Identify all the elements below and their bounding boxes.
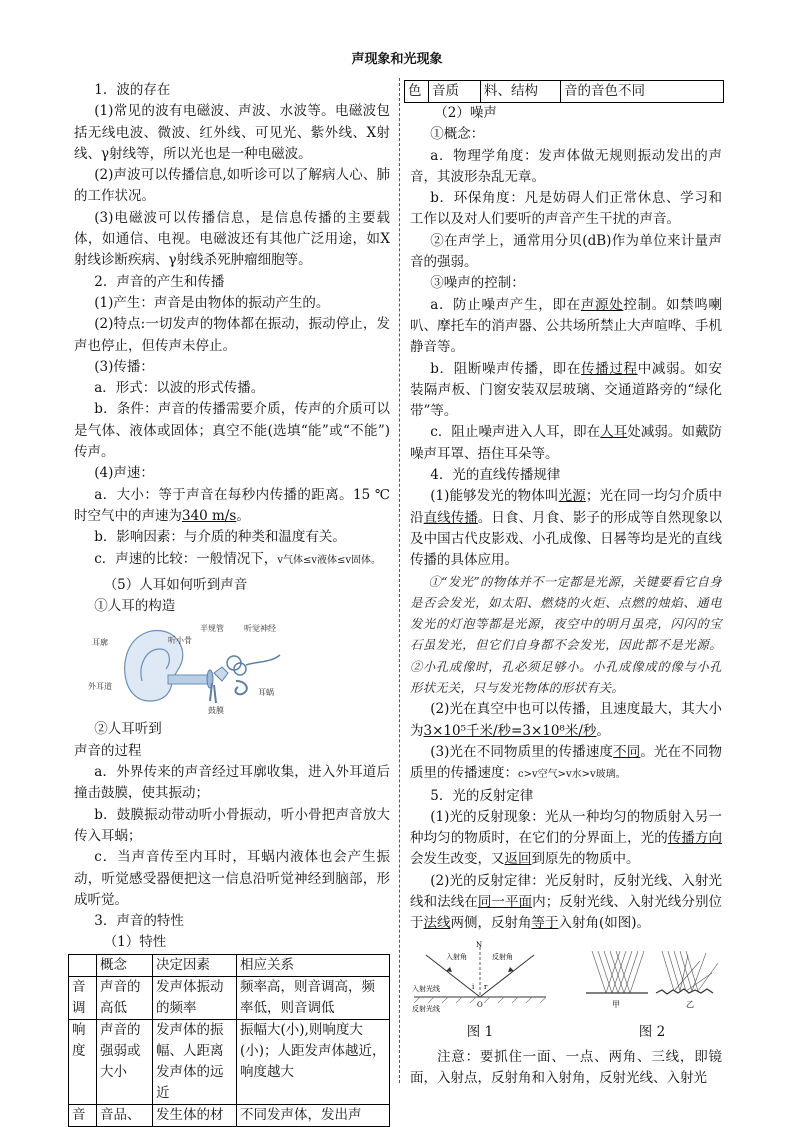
ear-label-nerve: 听觉神经 bbox=[244, 624, 276, 634]
paragraph: c．当声音传至内耳时，耳蜗内液体也会产生振动，听觉感受器便把这一信息沿听觉神经到脑部，形成听觉。 bbox=[74, 849, 390, 908]
ear-label-cochlea: 耳蜗 bbox=[258, 688, 274, 698]
note-paragraph: ①“发光”的物体并不一定都是光源，关键要看它自身是否会发光，如太阳、燃烧的火炬、点燃的烛焰、通电发光的灯泡等都是光源，夜空中的明月虽亮，闪闪的宝石虽发光，但它们自身都不会发光，因此都不是光源。②小孔成像时，孔必须足够小。小孔成像成的像与小孔形状无关，只与发光物体的形状有关。 bbox=[410, 574, 722, 696]
table-header-cell: 相应关系 bbox=[237, 954, 390, 976]
paragraph: ②在声学上，通常用分贝(dB)作为单位来计量声音的强弱。 bbox=[410, 232, 722, 271]
formula: v气体≤v液体≤v固体。 bbox=[277, 554, 382, 566]
paragraph: b．鼓膜振动带动听小骨振动，听小骨把声音放大传入耳蜗； bbox=[74, 806, 390, 844]
text: 控制。如禁鸣喇叭、摩托车的消声器、公共场所禁止大声喧哗、手机静音等。 bbox=[410, 296, 722, 356]
ear-label-auricle: 耳廓 bbox=[92, 638, 108, 648]
ear-label-canal: 外耳道 bbox=[88, 682, 112, 692]
fig1-label-incident-angle: 入射角 bbox=[446, 952, 467, 961]
answer-blank: 人耳 bbox=[600, 424, 628, 441]
text: a．大小：等于声音在每秒内传播的距离。15 ℃时空气中的声速为 bbox=[74, 486, 390, 524]
text: 两侧，反射角 bbox=[450, 915, 532, 932]
text: ；光在同一均匀介质中沿 bbox=[410, 488, 723, 526]
table-cell: 发生体的材 bbox=[153, 1104, 237, 1126]
text: (3)光在不同物质里的传播速度 bbox=[430, 743, 614, 760]
table-header-cell: 决定因素 bbox=[153, 954, 237, 976]
table-cell: 响度 bbox=[69, 1019, 97, 1104]
right-column bbox=[410, 80, 722, 1090]
section-heading: 4．光的直线传播规律 bbox=[430, 467, 561, 484]
paragraph: 注意：要抓住一面、一点、两角、三线，即镜面，入射点，反射角和入射角，反射光线、入射光 bbox=[410, 1049, 722, 1087]
paragraph bbox=[410, 486, 722, 571]
answer-blank: 传播方向 bbox=[667, 830, 723, 847]
text: 会发生改变，又 bbox=[410, 851, 505, 868]
table-cell: 料、结构 bbox=[481, 81, 561, 103]
paragraph: b．条件：声音的传播需要介质，传声的介质可以是气体、液体或固体；真空不能(选填“能”或“不能”)传声。 bbox=[74, 401, 390, 461]
table-cell: 音 bbox=[69, 1104, 97, 1126]
table-header-cell bbox=[69, 954, 97, 976]
formula: c>v空气>v水>v玻璃。 bbox=[518, 769, 626, 781]
paragraph: ①人耳的构造 bbox=[94, 598, 176, 615]
text: b．阻断噪声传播，即在 bbox=[430, 360, 582, 377]
fig1-label-i: i bbox=[472, 982, 475, 991]
fig1-label-normal: N bbox=[476, 940, 483, 949]
answer-blank: 340 m/s bbox=[182, 507, 237, 524]
table-cell: 声音的强弱或大小 bbox=[97, 1019, 153, 1104]
text: 内；反射光线、入射光线分别位于 bbox=[410, 893, 723, 932]
subsection-heading: （1）特性 bbox=[103, 934, 167, 951]
table-row bbox=[69, 976, 390, 1019]
column-divider bbox=[399, 78, 400, 1083]
fig1-label-r: r bbox=[484, 982, 488, 991]
paragraph: ①概念： bbox=[430, 126, 485, 143]
table-cell: 色 bbox=[405, 81, 429, 103]
answer-blank: 等于 bbox=[531, 915, 559, 932]
paragraph: a．外界传来的声音经过耳廓收集，进入外耳道后撞击鼓膜，使其振动； bbox=[74, 764, 390, 802]
table-header-row bbox=[69, 954, 390, 976]
answer-blank: 返回 bbox=[504, 851, 532, 868]
text: c．阻止噪声进入人耳，即在 bbox=[430, 424, 601, 441]
answer-blank: 传播过程 bbox=[581, 360, 638, 377]
paragraph: (1)常见的波有电磁波、声波、水波等。电磁波包括无线电波、微波、红外线、可见光、紫外线、X射线、γ射线等，所以光也是一种电磁波。 bbox=[74, 103, 390, 162]
text: (1)光的反射现象：光从一种均匀的物质射入另一种均匀的物质时，在它们的分界面上，光的 bbox=[410, 808, 722, 847]
paragraph: (1)产生：声音是由物体的振动产生的。 bbox=[94, 294, 330, 311]
paragraph: a．物理学角度：发声体做无规则振动发出的声音，其波形杂乱无章。 bbox=[410, 147, 722, 185]
paragraph bbox=[410, 807, 722, 871]
paragraph bbox=[410, 359, 722, 423]
table-cell: 声音的高低 bbox=[97, 976, 153, 1019]
table-cell: 音调 bbox=[69, 976, 97, 1019]
paragraph bbox=[410, 871, 722, 935]
answer-blank: 法线 bbox=[423, 915, 451, 932]
ear-label-ossicles: 听小骨 bbox=[168, 636, 192, 646]
answer-blank: 不同 bbox=[613, 743, 641, 760]
fig2-label-a: 甲 bbox=[612, 999, 620, 1009]
figure-1-caption: 图 1 bbox=[466, 1023, 494, 1040]
text: 处减弱。如戴防噪声耳罩、捂住耳朵等。 bbox=[410, 424, 723, 462]
table-row bbox=[69, 1019, 390, 1104]
ear-diagram bbox=[82, 619, 292, 715]
answer-blank: 同一平面 bbox=[477, 893, 533, 910]
reflection-figures bbox=[410, 941, 722, 1044]
paragraph: (4)声速： bbox=[94, 465, 154, 482]
section-heading: 3．声音的特性 bbox=[94, 913, 184, 930]
table-cell: 振幅大(小),则响度大(小)；人距发声体越近，响度越大 bbox=[237, 1019, 390, 1104]
paragraph: ③噪声的控制： bbox=[430, 275, 525, 292]
text: 。 bbox=[236, 507, 250, 524]
fig1-label-o: O bbox=[477, 1000, 483, 1009]
paragraph bbox=[74, 549, 390, 571]
reflection-diagram bbox=[410, 941, 550, 1015]
text: (1)能够发光的物体叫 bbox=[430, 488, 559, 505]
paragraph: a．形式：以波的形式传播。 bbox=[94, 380, 265, 397]
paragraph: (3)电磁波可以传播信息，是信息传播的主要载体，如通信、电视。电磁波还有其他广泛用途，如X射线诊断疾病、γ射线杀死肿瘤细胞等。 bbox=[74, 209, 390, 269]
section-heading: 5．光的反射定律 bbox=[430, 787, 534, 804]
figure-2 bbox=[582, 941, 722, 1044]
paragraph: 声音的过程 bbox=[74, 742, 142, 759]
text: (2)光在真空中也可以传播，且速度最大，其大小为 bbox=[410, 701, 722, 739]
paragraph bbox=[410, 699, 722, 742]
table-cell: 不同发声体，发出声 bbox=[237, 1104, 390, 1126]
left-column bbox=[74, 80, 390, 1127]
table-cell: 发声体振动的频率 bbox=[153, 976, 237, 1019]
fig1-label-reflect-ray: 反射光线 bbox=[412, 1004, 440, 1013]
text: (2)光的反射定律：光反射时，反射光线、入射光线和法线在 bbox=[410, 872, 722, 910]
text: 。日食、月食、影子的形成等自然现象以及中国古代皮影戏、小孔成像、日晷等均是光的直线传播的具体应用。 bbox=[410, 509, 723, 569]
figure-1 bbox=[410, 941, 550, 1044]
table-header-cell: 概念 bbox=[97, 954, 153, 976]
paragraph: ②人耳听到 bbox=[94, 721, 162, 738]
answer-blank: 直线传播 bbox=[423, 509, 478, 526]
table-cell: 音的音色不同 bbox=[561, 81, 724, 103]
paragraph bbox=[410, 295, 722, 359]
fig1-label-incident-ray: 入射光线 bbox=[412, 984, 440, 993]
text: 中减弱。如安装隔声板、门窗安装双层玻璃、交通道路旁的“绿化带”等。 bbox=[410, 360, 722, 420]
text: 入射角(如图)。 bbox=[558, 915, 651, 932]
text: 。光在不同物质里的传播速度： bbox=[410, 743, 723, 782]
ear-label-canals: 半规管 bbox=[200, 624, 224, 634]
fig1-label-reflect-angle: 反射角 bbox=[492, 952, 513, 961]
table-cell: 音品、 bbox=[97, 1104, 153, 1126]
paragraph: (2)声波可以传播信息,如听诊可以了解病人心、肺的工作状况。 bbox=[74, 167, 390, 205]
text: 到原先的物质中。 bbox=[531, 851, 640, 868]
paragraph bbox=[410, 422, 722, 465]
sound-characteristics-table bbox=[68, 954, 390, 1127]
paragraph: (2)特点:一切发声的物体都在振动，振动停止，发声也停止，但传声未停止。 bbox=[74, 316, 390, 354]
figure-2-caption: 图 2 bbox=[638, 1023, 666, 1040]
table-continuation bbox=[404, 80, 724, 103]
ear-label-eardrum: 鼓膜 bbox=[208, 706, 224, 716]
paragraph bbox=[410, 742, 722, 786]
text: 。 bbox=[596, 722, 610, 739]
answer-blank: 声源处 bbox=[580, 296, 624, 313]
answer-blank: 3×10⁵千米/秒=3×10⁸米/秒 bbox=[423, 722, 597, 739]
answer-blank: 光源 bbox=[558, 488, 586, 505]
table-cell: 音质 bbox=[429, 81, 481, 103]
table-cell: 频率高，则音调高，频率低，则音调低 bbox=[237, 976, 390, 1019]
text: c．声速的比较：一般情况下， bbox=[94, 550, 278, 567]
page-title: 声现象和光现象 bbox=[351, 52, 443, 67]
section-heading: 1．波的存在 bbox=[94, 82, 171, 98]
text: a．防止噪声产生，即在 bbox=[430, 296, 581, 313]
fig2-label-b: 乙 bbox=[686, 999, 694, 1009]
table-cell: 发声体的振幅、人距离发声体的远近 bbox=[153, 1019, 237, 1104]
paragraph: b．环保角度：凡是妨碍人们正常休息、学习和工作以及对人们要听的声音产生干扰的声音。 bbox=[410, 190, 722, 228]
paragraph bbox=[74, 485, 390, 528]
specular-diffuse-diagram bbox=[582, 941, 722, 1015]
paragraph: b．影响因素：与介质的种类和温度有关。 bbox=[94, 529, 346, 546]
section-heading: （5）人耳如何听到声音 bbox=[103, 576, 248, 593]
table-row bbox=[405, 81, 724, 103]
subsection-heading: （2）噪声 bbox=[434, 105, 497, 121]
section-heading: 2．声音的产生和传播 bbox=[94, 273, 225, 290]
paragraph: (3)传播： bbox=[94, 358, 154, 375]
